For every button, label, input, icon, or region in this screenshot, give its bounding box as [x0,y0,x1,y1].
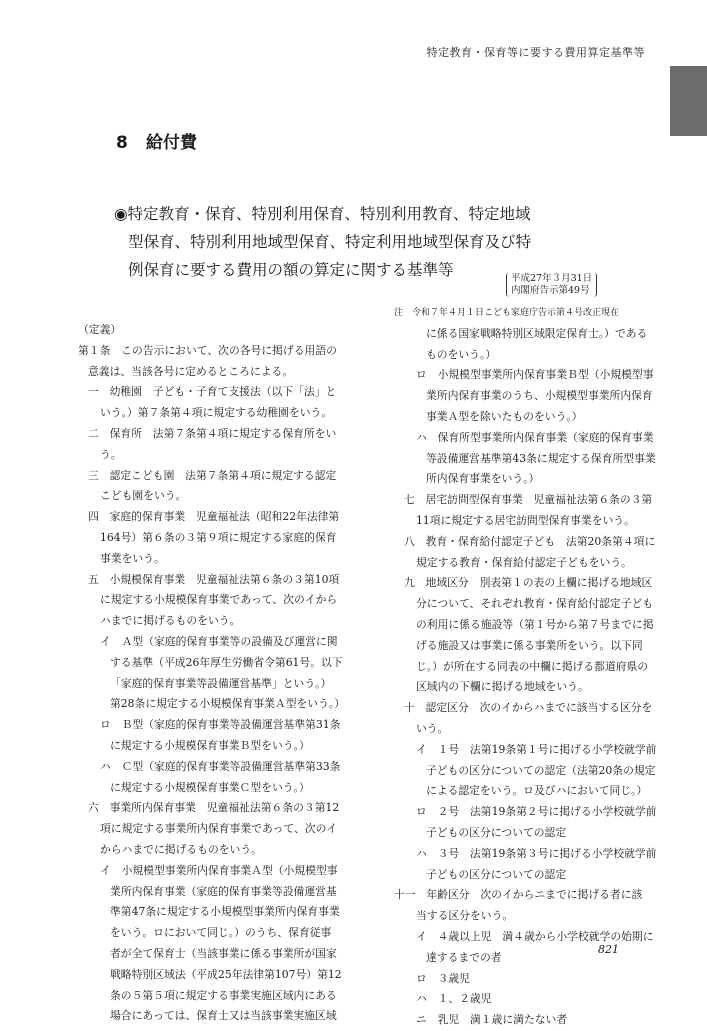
notice-reference [506,273,597,297]
subitem-text: による認定をいう。ロ及びハにおいて同じ。） [426,784,648,798]
subitem-text: 業所内保育事業のうち、小規模型事業所内保育 [426,389,653,403]
item-text: 七 居宅訪問型保育事業 児童福祉法第６条の３第 [404,493,653,507]
item-text: 164号）第６条の３第９項に規定する家庭的保育 [100,530,337,544]
item-text: 十 認定区分 次のイからハまでに該当する区分を [404,701,653,715]
notice-number: 内閣府告示第49号 [511,285,590,296]
article-caption: （定義） [78,323,122,336]
item-text: 規定する教育・保育給付認定子どもをいう。 [416,555,632,569]
item-text: 事業をいう。 [100,551,165,565]
right-column [394,303,662,1031]
subitem-text: 条の５第５項に規定する事業実施区域内にある [110,988,337,1002]
subitem-text: に規定する小規模保育事業Ｂ型をいう。） [110,738,310,752]
item-text: 分について、それぞれ教育・保育給付認定子ども [416,597,654,611]
item-text: 六 事業所内保育事業 児童福祉法第６条の３第12 [88,801,340,815]
subitem-text: 子どもの区分についての認定 [426,825,567,839]
item-text: う。 [100,447,122,461]
article-text: 第１条 この告示において、次の各号に掲げる用語の [78,343,337,357]
subitem-text: 子どもの区分についての認定 [426,867,567,881]
item-text: 九 地域区分 別表第１の表の上欄に掲げる地域区 [404,576,653,590]
item-text: 一 幼稚園 子ども・子育て支援法（以下「法」と [88,385,337,399]
left-column [78,320,350,1027]
item-text: 区域内の下欄に掲げる地域をいう。 [416,680,589,694]
item-text: 五 小規模保育事業 児童福祉法第６条の３第10項 [88,572,340,586]
subitem-text: 準第47条に規定する小規模型事業所内保育事業 [110,905,340,919]
subitem-text: ハ １、２歳児 [416,992,492,1006]
subitem-text: 業所内保育事業（家庭的保育事業等設備運営基 [110,884,337,898]
document-title [114,200,574,284]
subitem-text: 事業Ａ型を除いたものをいう。） [426,409,583,423]
amendment-note: 注 令和７年４月１日こども家庭庁告示第４号改正現在 [394,308,620,318]
item-text: こども園をいう。 [100,489,187,503]
item-text: 11項に規定する居宅訪問型保育事業をいう。 [416,513,635,527]
item-text: 三 認定こども園 法第７条第４項に規定する認定 [88,468,337,482]
subitem-text: 子どもの区分についての認定（法第20条の規定 [426,763,656,777]
item-text: 十一 年齢区分 次のイからニまでに掲げる者に該 [394,888,643,902]
title-line: 例保育に要する費用の額の算定に関する基準等 [128,261,454,279]
subitem-text: 「家庭的保育事業等設備運営基準」という。） [110,676,332,690]
item-text: 八 教育・保育給付認定子ども 法第20条第４項に [404,534,656,548]
subitem-text: 戦略特別区域法（平成25年法律第107号）第12 [110,967,342,981]
subitem-text: ロ 小規模型事業所内保育事業Ｂ型（小規模型事 [416,368,654,382]
item-text: いう。）第７条第４項に規定する幼稚園をいう。 [100,406,333,420]
notice-date: 平成27年３月31日 [511,273,593,284]
item-text: いう。 [416,721,449,735]
subitem-text: に係る国家戦略特別区域限定保育士。）である [426,326,648,340]
item-text: げる施設又は事業に係る事業所をいう。以下同 [416,638,643,652]
article-text: 意義は、当該各号に定めるところによる。 [88,364,294,378]
subitem-text: ハ Ｃ型（家庭的保育事業等設備運営基準第33条 [100,759,341,773]
item-text: 項に規定する事業所内保育事業であって、次のイ [100,822,338,836]
subitem-text: 達するまでの者 [426,950,502,964]
subitem-text: をいう。ロにおいて同じ。）のうち、保育従事 [110,926,332,940]
section-number: 8 [116,133,128,153]
running-header: 特定教育・保育等に要する費用算定基準等 [426,46,645,59]
subitem-text: イ Ａ型（家庭的保育事業等の設備及び運営に関 [100,634,338,648]
subitem-text: イ １号 法第19条第１号に掲げる小学校就学前 [416,742,657,756]
subitem-text: ロ Ｂ型（家庭的保育事業等設備運営基準第31条 [100,718,341,732]
subitem-text: 等設備運営基準第43条に規定する保育所型事業 [426,451,656,465]
subitem-text: ものをいう。） [426,347,497,361]
subitem-text: 所内保育事業をいう。） [426,472,540,486]
subitem-text: ニ 乳児 満１歳に満たない者 [416,1013,568,1027]
subitem-text: 場合にあっては、保育士又は当該事業実施区域 [110,1009,337,1023]
subitem-text: ハ ３号 法第19条第３号に掲げる小学校就学前 [416,846,657,860]
subitem-text: 第28条に規定する小規模保育事業Ａ型をいう。） [110,697,346,711]
subitem-text: する基準（平成26年厚生労働省令第61号。以下 [110,655,343,669]
subitem-text: ロ ３歳児 [416,971,470,985]
section-title: 給付費 [146,133,197,153]
item-text: 二 保育所 法第７条第４項に規定する保育所をい [88,426,337,440]
item-text: じ。）が所在する同表の中欄に掲げる都道府県の [416,659,649,673]
item-text: 当する区分をいう。 [416,909,514,923]
page-number: 821 [598,943,619,956]
item-text: の利用に係る施設等（第１号から第７号までに掲 [416,617,654,631]
subitem-text: ハ 保育所型事業所内保育事業（家庭的保育事業 [416,430,654,444]
subitem-text: イ ４歳以上児 満４歳から小学校就学の始期に [416,929,654,943]
item-text: 四 家庭的保育事業 児童福祉法（昭和22年法律第 [88,510,340,524]
chapter-tab [670,66,707,136]
subitem-text: に規定する小規模保育事業Ｃ型をいう。） [110,780,310,794]
item-text: ハまでに掲げるものをいう。 [100,614,241,628]
item-text: に規定する小規模保育事業であって、次のイから [100,593,338,607]
section-heading [116,128,197,153]
subitem-text: ロ ２号 法第19条第２号に掲げる小学校就学前 [416,805,657,819]
subitem-text: イ 小規模型事業所内保育事業Ａ型（小規模型事 [100,863,338,877]
title-line: 型保育、特別利用地域型保育、特定利用地域型保育及び特 [128,233,532,251]
title-line: ◉特定教育・保育、特別利用保育、特別利用教育、特定地域 [114,205,531,223]
subitem-text: 者が全て保育士（当該事業に係る事業所が国家 [110,946,337,960]
item-text: からハまでに掲げるものをいう。 [100,842,262,856]
